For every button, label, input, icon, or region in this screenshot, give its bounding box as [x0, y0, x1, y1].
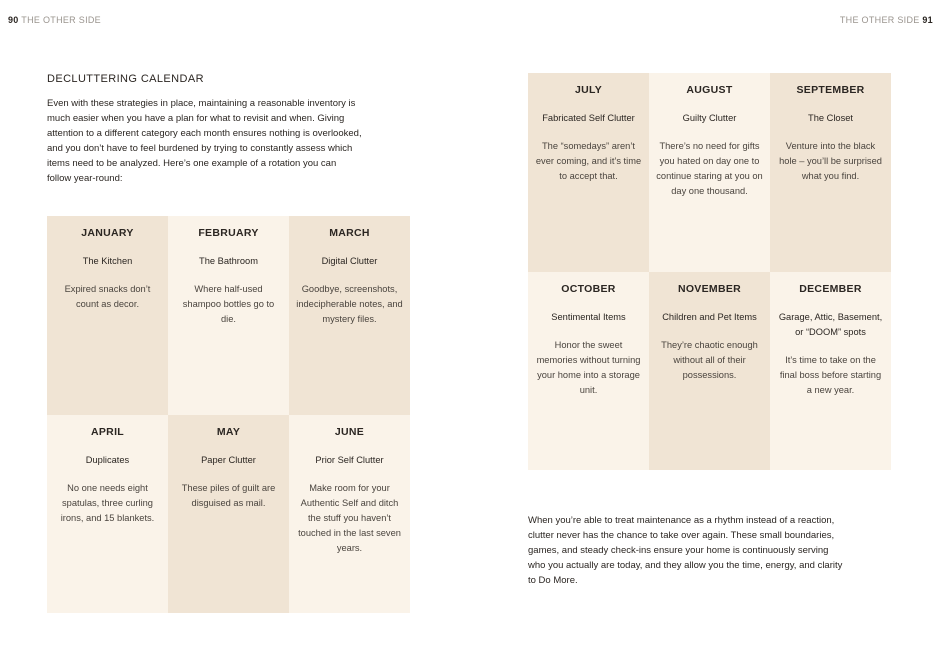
- month-description: Where half-used shampoo bottles go to die.: [182, 284, 275, 324]
- month-category: The Bathroom: [199, 256, 258, 266]
- month-name: FEBRUARY: [198, 227, 259, 239]
- month-category: Paper Clutter: [201, 454, 256, 465]
- month-category: Sentimental Items: [551, 311, 626, 322]
- page-number-right: [840, 15, 933, 25]
- month-category: The Closet: [808, 113, 853, 123]
- month-card-may: [168, 415, 289, 614]
- month-name: JULY: [574, 84, 603, 96]
- month-category: Garage, Attic, Basement, or “DOOM” spots: [778, 311, 883, 337]
- month-card-july: [528, 73, 649, 272]
- month-description: It’s time to take on the final boss before starting a new year.: [779, 354, 882, 395]
- month-card-march: [289, 216, 410, 415]
- month-category: Duplicates: [85, 454, 130, 465]
- page-number: 91: [922, 15, 933, 25]
- month-category: Digital Clutter: [321, 256, 378, 266]
- month-description: They’re chaotic enough without all of their possessions.: [661, 339, 758, 380]
- month-description: Goodbye, screenshots, indecipherable notes, and mystery files.: [296, 284, 403, 324]
- page-number-left: [8, 15, 101, 25]
- month-description: Make room for your Authentic Self and ditch the stuff you haven’t touched in the last seven years.: [298, 482, 401, 553]
- month-description: Venture into the black hole – you’ll be surprised what you find.: [779, 141, 882, 181]
- page-number: 90: [8, 15, 19, 25]
- month-description: These piles of guilt are disguised as mail.: [181, 482, 276, 508]
- month-category: Prior Self Clutter: [315, 454, 384, 465]
- running-title: THE OTHER SIDE: [839, 15, 920, 25]
- month-description: No one needs eight spatulas, three curling irons, and 15 blankets.: [60, 482, 155, 523]
- month-name: APRIL: [91, 425, 124, 438]
- month-name: NOVEMBER: [677, 282, 742, 295]
- month-card-april: [47, 415, 168, 614]
- month-description: Honor the sweet memories without turning your home into a storage unit.: [536, 339, 641, 395]
- month-description: There’s no need for gifts you hated on day one to continue staring at you on day one thousand.: [656, 141, 763, 196]
- month-card-november: [649, 272, 770, 471]
- month-card-february: [168, 216, 289, 415]
- month-card-september: [770, 73, 891, 272]
- month-name: AUGUST: [686, 84, 733, 96]
- month-name: OCTOBER: [561, 282, 616, 295]
- running-title: THE OTHER SIDE: [21, 15, 101, 25]
- month-category: Children and Pet Items: [662, 311, 757, 322]
- calendar-grid-jul-dec: [528, 73, 891, 470]
- section-heading: DECLUTTERING CALENDAR: [47, 73, 204, 85]
- month-card-august: [649, 73, 770, 272]
- intro-paragraph: Even with these strategies in place, maintaining a reasonable inventory is much easier when you have a plan for what to revisit and when. Giving attention to a different category each month ensures nothing is overlooked, and you don’t have to feel burdened by trying to constantly assess which items need to be analyzed. Here’s one example of a rotation you can follow year-round:: [47, 98, 362, 184]
- closing-paragraph: When you’re able to treat maintenance as a rhythm instead of a reaction, clutter never has the chance to take over again. These small boundaries, games, and steady check-ins ensure your home is continuously serving who you actually are today, and they allow you the time, energy, and clarity to Do More.: [528, 515, 843, 586]
- month-category: Guilty Clutter: [682, 113, 737, 123]
- month-card-june: [289, 415, 410, 614]
- month-name: DECEMBER: [799, 282, 862, 295]
- month-category: Fabricated Self Clutter: [542, 113, 635, 123]
- month-card-october: [528, 272, 649, 471]
- month-card-january: [47, 216, 168, 415]
- month-name: JUNE: [334, 425, 365, 438]
- calendar-grid-jan-jun: [47, 216, 410, 613]
- month-name: JANUARY: [81, 227, 134, 239]
- month-description: Expired snacks don’t count as decor.: [64, 284, 151, 309]
- month-card-december: [770, 272, 891, 471]
- month-name: MARCH: [329, 227, 370, 239]
- month-name: MAY: [216, 425, 241, 438]
- month-category: The Kitchen: [82, 256, 133, 266]
- month-description: The “somedays” aren’t ever coming, and it’s time to accept that.: [535, 141, 642, 181]
- month-name: SEPTEMBER: [796, 84, 865, 96]
